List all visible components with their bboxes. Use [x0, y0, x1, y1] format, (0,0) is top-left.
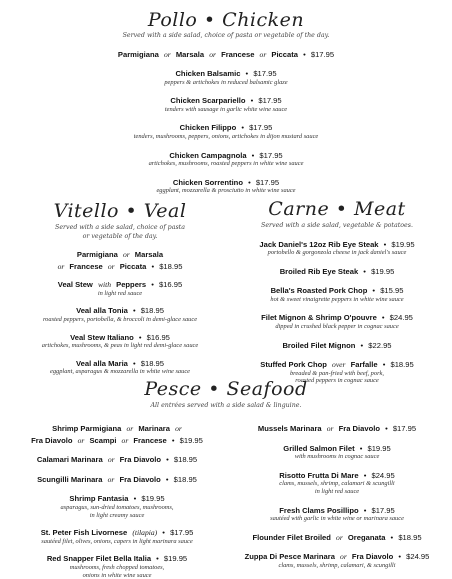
- price-separator: •: [166, 455, 169, 465]
- item-name: Flounder Filet Broiled: [252, 532, 331, 542]
- menu-item: [10, 331, 230, 350]
- item-description: tenders, mushrooms, peppers, onions, artichokes in dijon mustard sauce: [133, 133, 319, 141]
- item-description: artichokes, mushrooms, roasted peppers in white wine sauce: [148, 160, 304, 168]
- carne-subtitle: Served with a side salad, vegetable & potatoes.: [261, 222, 413, 229]
- menu-item: [228, 531, 446, 543]
- item-price: $17.95: [392, 424, 417, 433]
- price-separator: •: [360, 340, 364, 350]
- item-conj: with: [97, 280, 112, 290]
- item-price: $15.95: [380, 286, 404, 296]
- item-description: sautéed filet, olives, onions, capers in light marinara sauce: [41, 537, 193, 545]
- item-description: artichokes, mushrooms, & peas in light red demi-glace sauce: [41, 342, 199, 350]
- item-description: in light red sauce: [314, 487, 360, 495]
- price-separator: •: [363, 470, 367, 480]
- item-name: Fra Diavolo: [119, 455, 162, 465]
- price-separator: •: [132, 306, 136, 316]
- menu-item: [228, 265, 446, 277]
- item-name: Broiled Filet Mignon: [282, 340, 356, 350]
- price-separator: •: [390, 532, 394, 542]
- item-price: $24.95: [406, 552, 430, 562]
- item-name: Chicken Balsamic: [175, 69, 241, 79]
- price-separator: •: [372, 286, 376, 296]
- item-description: in light creamy sauce: [89, 511, 145, 519]
- item-price: $17.95: [249, 123, 273, 133]
- pollo-title: Pollo • Chicken: [147, 9, 305, 31]
- price-separator: •: [171, 435, 175, 445]
- item-conj: over: [332, 360, 346, 370]
- item-price: $17.95: [371, 505, 395, 515]
- menu-item: [228, 469, 446, 496]
- item-description: in light red sauce: [97, 289, 143, 297]
- item-description: eggplant, mozzarella & prosciutto in white wine sauce: [156, 187, 296, 195]
- item-name: St. Peter Fish Livornese: [40, 528, 128, 538]
- menu-item: [0, 94, 452, 113]
- menu-item: [10, 357, 230, 376]
- item-name: Calamari Marinara: [36, 455, 103, 465]
- item-conj: or: [209, 49, 216, 59]
- item-description: roasted peppers, portobella, & broccoli in demi-glace sauce: [42, 315, 198, 323]
- pesce-subtitle: All entrées served with a side salad & linguine.: [150, 402, 302, 409]
- item-name: Fresh Clams Posillipo: [279, 505, 359, 515]
- item-name: Chicken Sorrentino: [172, 177, 243, 187]
- item-conj: or: [107, 474, 115, 484]
- item-name: Veal Stew: [57, 280, 93, 290]
- item-description: tenders with sausage in garlic white wine sauce: [164, 105, 288, 113]
- item-name: Filet Mignon & Shrimp O'pouvre: [261, 313, 377, 323]
- item-price: $17.95: [258, 96, 282, 106]
- item-name: Veal alla Maria: [75, 358, 128, 368]
- item-name: Stuffed Pork Chop: [260, 360, 327, 370]
- item-price: $18.95: [390, 360, 414, 370]
- price-separator: •: [303, 49, 306, 59]
- item-name: Francese: [221, 49, 255, 59]
- item-name: Francese: [133, 435, 167, 445]
- menu-item: [6, 422, 228, 445]
- item-price: $19.95: [179, 435, 203, 445]
- price-separator: •: [381, 313, 385, 323]
- menu-item: [10, 248, 230, 271]
- item-description: portobello & gorgonzola cheese in jack daniel's sauce: [267, 249, 407, 257]
- vitello-section: [10, 200, 230, 376]
- item-name: Francese: [69, 261, 103, 271]
- item-conj: or: [336, 532, 343, 542]
- item-price: $17.95: [259, 150, 283, 160]
- item-name: Broiled Rib Eye Steak: [279, 266, 359, 276]
- item-price: $19.95: [371, 266, 395, 276]
- menu-item: [0, 48, 452, 60]
- item-conj: or: [175, 424, 182, 433]
- price-separator: •: [359, 443, 363, 453]
- item-price: $17.95: [310, 49, 335, 59]
- item-name: Risotto Frutta Di Mare: [279, 470, 359, 480]
- price-separator: •: [162, 528, 165, 538]
- item-conj: or: [107, 261, 115, 271]
- item-name: Peppers: [116, 280, 147, 290]
- carne-title: Carne • Meat: [268, 198, 406, 220]
- vitello-subtitle: Served with a side salad, choice of pasta: [55, 224, 185, 231]
- item-name: Chicken Filippo: [179, 123, 237, 133]
- item-name: Mussels Marinara: [257, 424, 322, 433]
- item-price: $17.95: [255, 177, 280, 187]
- item-name: Shrimp Fantasia: [69, 494, 129, 504]
- item-name: Scampi: [89, 435, 117, 445]
- item-price: $16.95: [146, 332, 170, 342]
- item-price: $19.95: [141, 494, 165, 504]
- item-conj: or: [326, 424, 334, 433]
- item-conj: or: [57, 261, 65, 271]
- item-conj: or: [77, 435, 85, 445]
- item-description: onions in white wine sauce: [82, 571, 152, 579]
- item-description: breaded & pan-fried with beef, pork,: [289, 369, 384, 377]
- item-price: $24.95: [389, 313, 413, 323]
- item-price: $24.95: [371, 470, 395, 480]
- price-separator: •: [363, 266, 366, 276]
- menu-item: [228, 311, 446, 330]
- item-price: $16.95: [158, 280, 183, 290]
- menu-item: [228, 422, 446, 434]
- item-name: Jack Daniel's 12oz Rib Eye Steak: [259, 239, 379, 249]
- item-conj: (tilapia): [132, 528, 158, 538]
- price-separator: •: [398, 552, 402, 562]
- item-description: hot & sweet vinaigrette peppers in white wine sauce: [270, 295, 404, 303]
- item-conj: or: [122, 250, 130, 259]
- pesce-header: [0, 378, 452, 411]
- menu-item: [6, 492, 228, 519]
- item-price: $17.95: [253, 69, 277, 79]
- vitello-title: Vitello • Veal: [53, 200, 187, 222]
- price-separator: •: [151, 261, 155, 271]
- item-name: Zuppa Di Pesce Marinara: [244, 552, 335, 562]
- price-separator: •: [133, 494, 137, 504]
- item-name: Oreganata: [347, 532, 386, 542]
- item-conj: or: [163, 49, 171, 59]
- menu-item: [228, 504, 446, 523]
- item-name: Marsala: [175, 49, 205, 59]
- item-price: $18.95: [159, 261, 183, 271]
- menu-item: [10, 304, 230, 323]
- item-price: $22.95: [368, 340, 392, 350]
- item-name: Parmigiana: [117, 49, 159, 59]
- price-separator: •: [248, 177, 251, 187]
- item-conj: or: [259, 49, 267, 59]
- price-separator: •: [245, 69, 249, 79]
- item-description: asparagus, sun-dried tomatoes, mushrooms,: [60, 503, 174, 511]
- item-name: Piccata: [271, 49, 298, 59]
- item-name: Grilled Salmon Filet: [283, 443, 355, 453]
- item-price: $18.95: [173, 474, 197, 484]
- item-description: sautéed with garlic in white wine or marinara sauce: [270, 515, 404, 523]
- item-conj: or: [121, 435, 129, 445]
- menu-item: [6, 552, 228, 579]
- menu-item: [6, 453, 228, 465]
- item-price: $18.95: [398, 532, 422, 542]
- price-separator: •: [241, 123, 244, 133]
- item-description: dipped in crushed black pepper in cognac sauce: [275, 323, 399, 331]
- item-price: $19.95: [367, 443, 391, 453]
- item-price: $19.95: [163, 554, 188, 564]
- item-conj: or: [126, 424, 134, 433]
- menu-item: [6, 526, 228, 545]
- menu-item: [228, 238, 446, 257]
- price-separator: •: [251, 150, 255, 160]
- price-separator: •: [138, 332, 142, 342]
- item-name: Fra Diavolo: [31, 435, 73, 445]
- item-name: Veal alla Tonia: [76, 306, 128, 316]
- menu-item: [0, 67, 452, 86]
- item-description: peppers & artichokes in reduced balsamic glaze: [164, 78, 288, 86]
- item-name: Marsala: [134, 250, 164, 259]
- item-price: $18.95: [140, 306, 164, 316]
- menu-item: [228, 284, 446, 303]
- item-description: eggplant, asparagus & mozzarella in white wine sauce: [50, 368, 190, 376]
- pollo-subtitle: Served with a side salad, choice of pasta or vegetable of the day.: [122, 32, 330, 39]
- price-separator: •: [250, 96, 254, 106]
- vitello-subtitle: or vegetable of the day.: [82, 232, 158, 240]
- item-name: Parmigiana: [76, 250, 118, 259]
- item-name: Fra Diavolo: [351, 552, 394, 562]
- menu-item: [0, 149, 452, 168]
- pollo-section: [0, 9, 452, 195]
- item-name: Red Snapper Filet Bella Italia: [46, 554, 152, 564]
- item-price: $18.95: [140, 358, 165, 368]
- price-separator: •: [363, 505, 367, 515]
- item-description: clams, mussels, shrimp, calamari, & scungilli: [278, 561, 396, 569]
- menu-item: [10, 278, 230, 297]
- price-separator: •: [165, 474, 169, 484]
- price-separator: •: [383, 239, 387, 249]
- item-name: Fra Diavolo: [119, 474, 161, 484]
- item-name: Scungilli Marinara: [37, 474, 103, 484]
- item-name: Bella's Roasted Pork Chop: [270, 286, 368, 296]
- price-separator: •: [382, 360, 386, 370]
- menu-item: [228, 442, 446, 461]
- pesce-left-column: [6, 422, 228, 579]
- item-conj: or: [340, 552, 347, 562]
- pesce-right-column: [228, 422, 446, 570]
- item-description: mushrooms, fresh chopped tomatoes,: [69, 563, 165, 571]
- item-price: $19.95: [391, 239, 415, 249]
- item-description: with mushrooms in cognac sauce: [294, 453, 380, 461]
- carne-section: [228, 198, 446, 385]
- price-separator: •: [385, 424, 388, 433]
- price-separator: •: [151, 280, 154, 290]
- item-conj: or: [107, 455, 115, 465]
- item-price: $18.95: [173, 455, 198, 465]
- item-description: roasted peppers in cognac sauce: [295, 377, 379, 385]
- item-description: clams, mussels, shrimp, calamari & scungilli: [279, 480, 395, 488]
- menu-item: [0, 176, 452, 195]
- item-name: Chicken Campagnola: [169, 150, 247, 160]
- item-name: Piccata: [119, 261, 147, 271]
- item-name: Fra Diavolo: [338, 424, 380, 433]
- item-name: Farfalle: [350, 360, 378, 370]
- price-separator: •: [133, 358, 136, 368]
- item-name: Veal Stew Italiano: [70, 332, 134, 342]
- pesce-title: Pesce • Seafood: [144, 378, 308, 400]
- item-name: Shrimp Parmigiana: [52, 424, 122, 433]
- menu-item: [0, 121, 452, 140]
- item-name: Marinara: [138, 424, 170, 433]
- menu-item: [228, 339, 446, 351]
- menu-item: [6, 473, 228, 485]
- item-name: Chicken Scarpariello: [170, 96, 246, 106]
- item-price: $17.95: [170, 528, 194, 538]
- price-separator: •: [156, 554, 159, 564]
